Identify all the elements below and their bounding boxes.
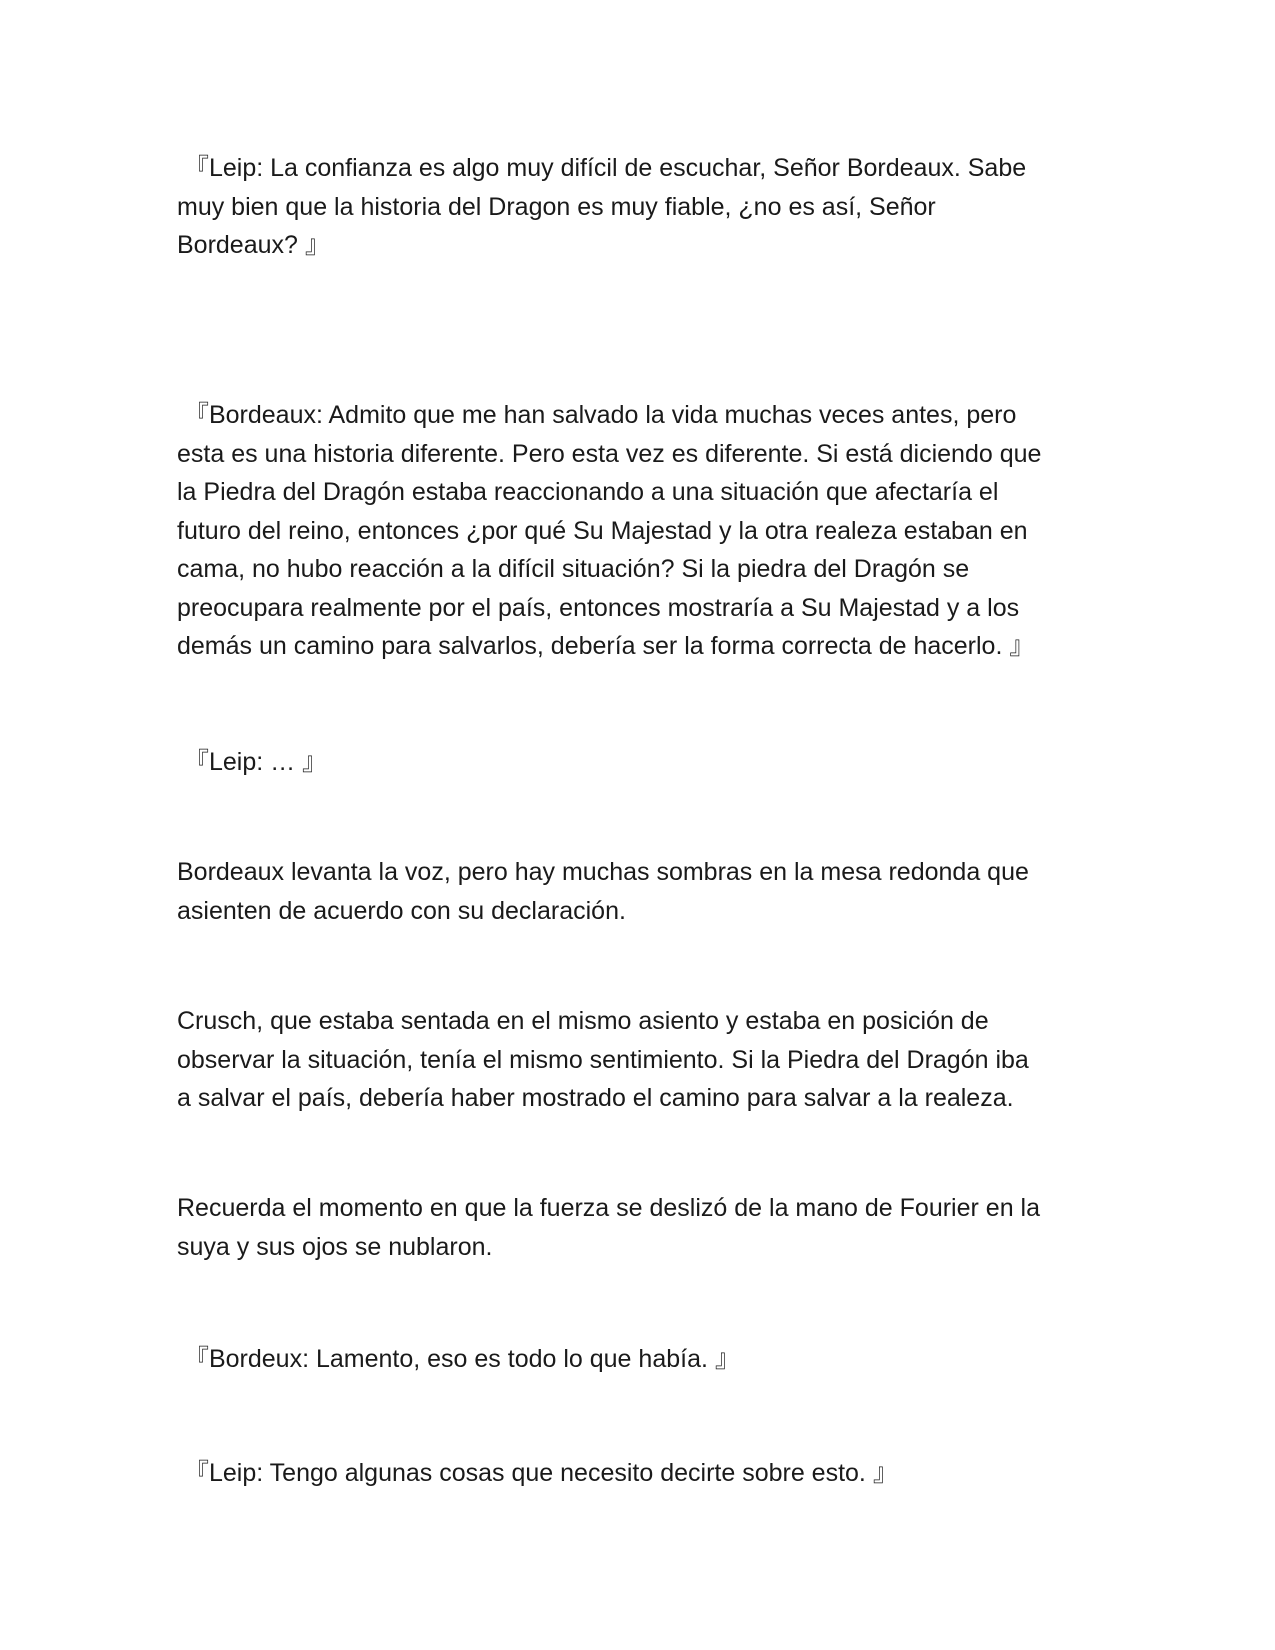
dialogue-leip-confianza: 『Leip: La confianza es algo muy difícil de escuchar, Señor Bordeaux. Sabe muy bien que la historia del Dragon es muy fiable, ¿no es así, Señor Bordeaux? 』 bbox=[177, 154, 1027, 259]
dialogue-leip-tengo: 『Leip: Tengo algunas cosas que necesito decirte sobre esto. 』 bbox=[177, 1459, 898, 1487]
narration-crusch: Crusch, que estaba sentada en el mismo asiento y estaba en posición de observar la situación, tenía el mismo sentimiento. Si la Piedra del Dragón iba a salvar el país, debería haber mostrado el camino para salvar a la realeza. bbox=[177, 1007, 1029, 1112]
dialogue-bordeux-lamento: 『Bordeux: Lamento, eso es todo lo que había. 』 bbox=[177, 1345, 740, 1373]
dialogue-bordeaux-admito: 『Bordeaux: Admito que me han salvado la vida muchas veces antes, pero esta es una historia diferente. Pero esta vez es diferente. Si está diciendo que la Piedra del Dragón estaba reaccionando a una situación que afectaría el futuro del reino, entonces ¿por qué Su Majestad y la otra realeza estaban en cama, no hubo reacción a la difícil situación? Si la piedra del Dragón se preocupara realmente por el país, entonces mostraría a Su Majestad y a los demás un camino para salvarlos, debería ser la forma correcta de hacerlo. 』 bbox=[177, 401, 1042, 660]
narration-fourier: Recuerda el momento en que la fuerza se deslizó de la mano de Fourier en la suya y sus ojos se nublaron. bbox=[177, 1194, 1041, 1261]
dialogue-leip-ellipsis: 『Leip: … 』 bbox=[177, 748, 328, 776]
narration-bordeaux-voz: Bordeaux levanta la voz, pero hay muchas sombras en la mesa redonda que asienten de acuerdo con su declaración. bbox=[177, 858, 1029, 925]
